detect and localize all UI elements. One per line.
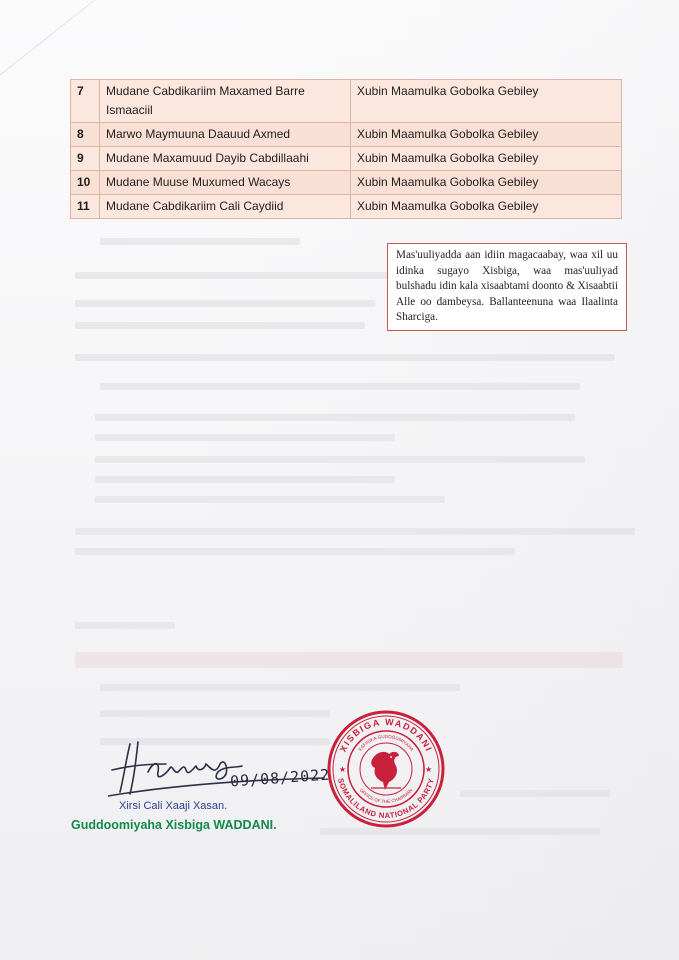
signatory-name: Xirsi Cali Xaaji Xasan. [119,800,228,812]
party-stamp-seal [325,708,447,830]
members-table [70,79,622,219]
member-name: Mudane Maxamuud Dayib Cabdillaahi [100,147,351,171]
member-name: Marwo Maymuuna Daauud Axmed [100,123,351,147]
notice-box [387,243,627,331]
stamp-bottom-text: SOMALILAND NATIONAL PARTY [335,777,437,821]
member-name: Mudane Cabdikariim Cali Caydiid [100,195,351,219]
member-role: Xubin Maamulka Gobolka Gebiley [351,123,622,147]
stamp-top-text: XISBIGA WADDANI [337,716,435,754]
row-number: 8 [71,123,100,147]
member-role: Xubin Maamulka Gobolka Gebiley [351,171,622,195]
member-role: Xubin Maamulka Gobolka Gebiley [351,147,622,171]
notice-text: Mas'uuliyadda aan idiin magacaabay, waa xil uu idinka sugayo Xisbiga, waa mas'uuliyad bulshadu idin kala xisaabtami doonto & Xisaabtii Alle oo dambeysa. Ballanteenuna waa Ilaalinta Sharciga. [396,249,618,323]
member-name: Mudane Muuse Muxumed Wacays [100,171,351,195]
row-number: 10 [71,171,100,195]
table-row [71,195,622,219]
stamp-star-icon-left: ★ [339,765,347,774]
row-number: 9 [71,147,100,171]
member-role: Xubin Maamulka Gobolka Gebiley [351,195,622,219]
stamp-inner-top-text: XAFIISKA GUDDOOMIYAHA [357,733,415,752]
bird-emblem-icon [371,752,401,790]
signatory-title: Guddoomiyaha Xisbiga WADDANI. [71,818,277,832]
member-name: Mudane Cabdikariim Maxamed Barre Ismaaciil [100,80,351,123]
table-row [71,171,622,195]
table-row [71,123,622,147]
table-row [71,80,622,123]
stamp-inner-bottom-text: OFFICE OF THE CHAIRMAN [358,787,414,805]
table-row [71,147,622,171]
signature-date: 09/08/2022 [229,765,331,791]
stamp-star-icon-right: ★ [425,765,433,774]
row-number: 7 [71,80,100,123]
row-number: 11 [71,195,100,219]
member-role: Xubin Maamulka Gobolka Gebiley [351,80,622,123]
